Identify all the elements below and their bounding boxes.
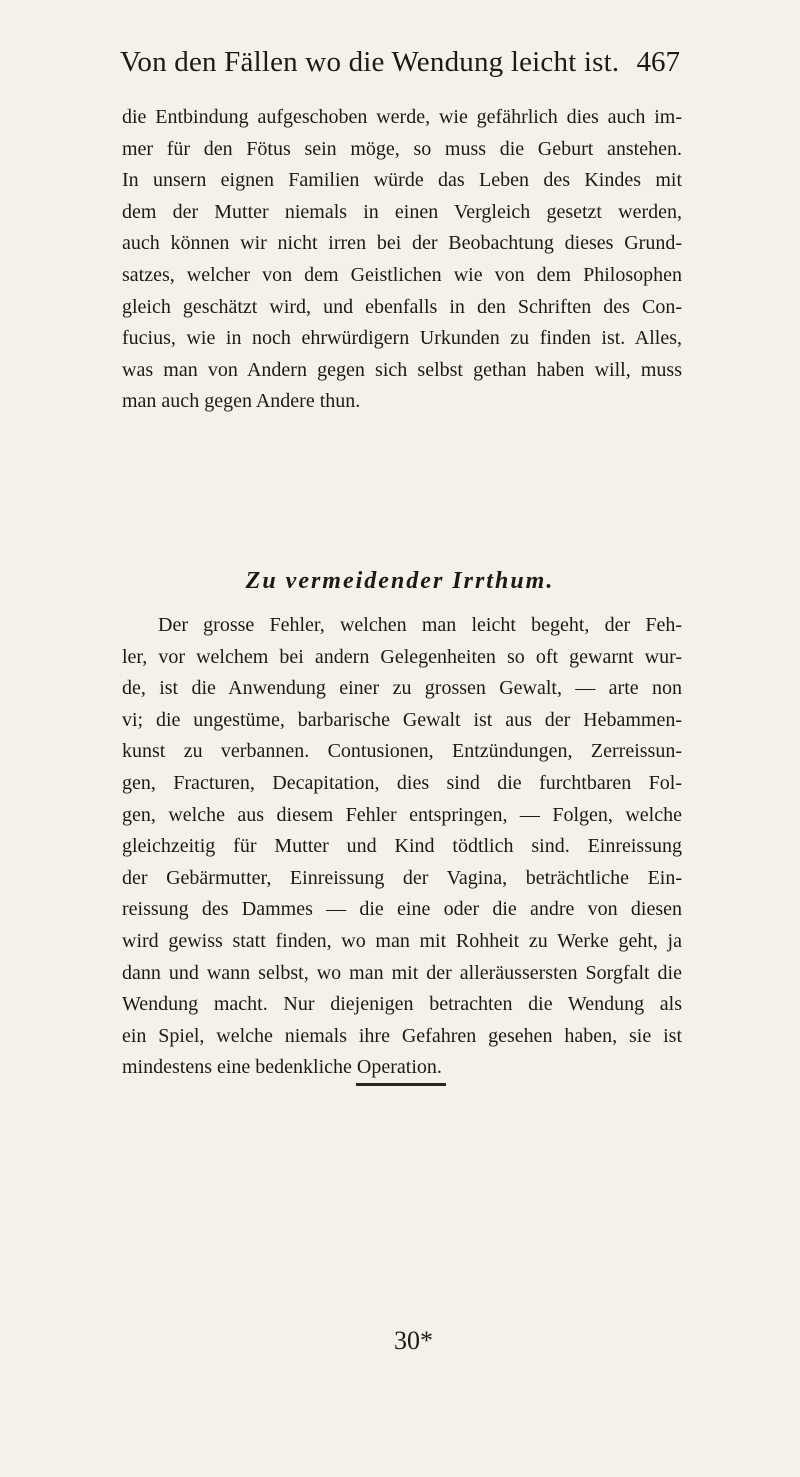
text-line: auch können wir nicht irren bei der Beobachtung dieses Grund-: [122, 232, 682, 255]
text-line: Der grosse Fehler, welchen man leicht begeht, der Feh-: [158, 614, 682, 636]
text-line: der Gebärmutter, Einreissung der Vagina, beträchtliche Ein-: [122, 866, 682, 889]
text-line: ler, vor welchem bei andern Gelegenheiten so oft gewarnt wur-: [122, 645, 682, 668]
section-heading: Zu vermeidender Irrthum.: [245, 568, 555, 594]
text-line: wird gewiss statt finden, wo man mit Rohheit zu Werke geht, ja: [122, 929, 682, 952]
paragraph-1: [122, 102, 682, 418]
signature-mark: 30*: [394, 1326, 433, 1355]
text-line: mindestens eine bedenkliche Operation.: [122, 1056, 442, 1079]
text-line: was man von Andern gegen sich selbst gethan haben will, muss: [122, 358, 682, 381]
text-line: de, ist die Anwendung einer zu grossen Gewalt, — arte non: [122, 677, 682, 700]
text-line: In unsern eignen Familien würde das Leben des Kindes mit: [122, 169, 682, 192]
text-line: satzes, welcher von dem Geistlichen wie von dem Philosophen: [122, 263, 682, 286]
text-line: gen, Fracturen, Decapitation, dies sind die furchtbaren Fol-: [122, 771, 682, 794]
text-line: dem der Mutter niemals in einen Vergleich gesetzt werden,: [122, 200, 682, 223]
page-number: 467: [636, 46, 680, 78]
text-line: dann und wann selbst, wo man mit der alleräussersten Sorgfalt die: [122, 961, 682, 984]
text-line: ein Spiel, welche niemals ihre Gefahren gesehen haben, sie ist: [122, 1024, 682, 1047]
text-line: gleichzeitig für Mutter und Kind tödtlich sind. Einreissung: [122, 835, 682, 858]
text-line: die Entbindung aufgeschoben werde, wie gefährlich dies auch im-: [122, 106, 682, 128]
section-end-rule: [356, 1083, 446, 1086]
text-line: gen, welche aus diesem Fehler entspringen, — Folgen, welche: [122, 803, 682, 826]
text-line: vi; die ungestüme, barbarische Gewalt ist aus der Hebammen-: [122, 708, 682, 731]
paragraph-2: [122, 610, 682, 1084]
running-title: Von den Fällen wo die Wendung leicht ist.: [120, 46, 620, 78]
text-line: mer für den Fötus sein möge, so muss die Geburt anstehen.: [122, 137, 682, 160]
text-line: Wendung macht. Nur diejenigen betrachten die Wendung als: [122, 993, 682, 1016]
text-line: kunst zu verbannen. Contusionen, Entzündungen, Zerreissun-: [122, 740, 682, 763]
text-line: man auch gegen Andere thun.: [122, 390, 361, 413]
text-line: fucius, wie in noch ehrwürdigern Urkunden zu finden ist. Alles,: [122, 327, 682, 350]
running-head: [120, 42, 680, 82]
text-line: gleich geschätzt wird, und ebenfalls in den Schriften des Con-: [122, 295, 682, 318]
text-line: reissung des Dammes — die eine oder die andre von diesen: [122, 898, 682, 921]
